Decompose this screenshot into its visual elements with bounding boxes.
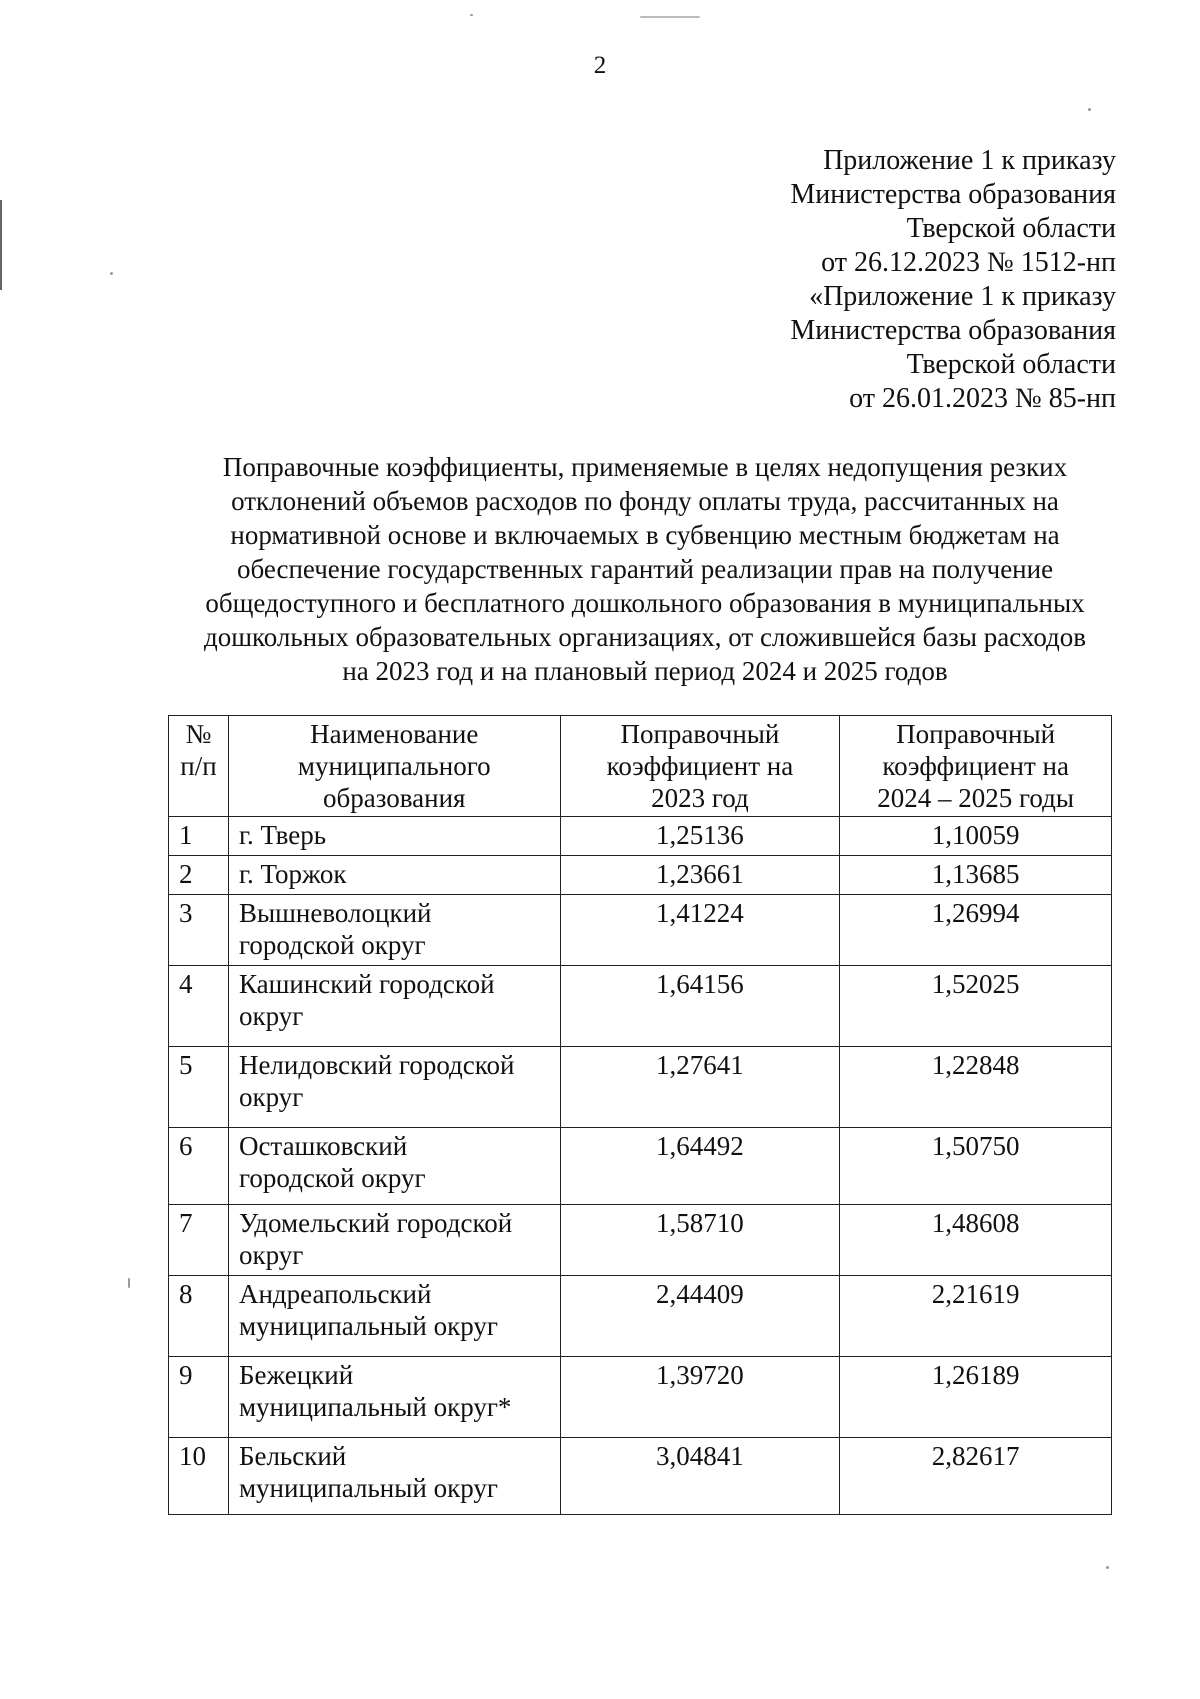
scan-speck [0, 200, 2, 290]
header-num-line: № [185, 719, 212, 749]
municipality-name-line: г. Торжок [238, 859, 347, 889]
table-row [169, 856, 1112, 895]
municipality-name-line: Бельский [238, 1441, 347, 1471]
coef-2024-2025-value: 1,48608 [840, 1205, 1112, 1276]
table-row [169, 895, 1112, 966]
table-row [169, 1205, 1112, 1276]
row-number: 4 [169, 966, 229, 1047]
municipality-name [228, 1128, 560, 1205]
table-row [169, 1438, 1112, 1515]
coef-2024-2025-value: 1,26189 [840, 1357, 1112, 1438]
page-number: 2 [593, 52, 607, 79]
coef-2024-2025-value: 1,22848 [840, 1047, 1112, 1128]
header-num [169, 716, 229, 817]
table-row [169, 1276, 1112, 1357]
appendix-header-line: Тверской области [906, 213, 1116, 244]
municipality-name-line: г. Тверь [238, 820, 327, 850]
coef-2023-value: 2,44409 [560, 1276, 840, 1357]
header-coef-2024-2025-line: 2024 – 2025 годы [877, 783, 1075, 813]
municipality-name [228, 1276, 560, 1357]
coef-2023-value: 1,64492 [560, 1128, 840, 1205]
document-title-line: общедоступного и бесплатного дошкольного образования в муниципальных [205, 588, 1085, 618]
coef-2024-2025-value: 1,26994 [840, 895, 1112, 966]
coef-2023-value: 1,27641 [560, 1047, 840, 1128]
municipality-name-line: Вышневолоцкий [238, 898, 432, 928]
appendix-header [790, 144, 1116, 416]
coef-2023-value: 3,04841 [560, 1438, 840, 1515]
header-coef-2024-2025 [840, 716, 1112, 817]
row-number: 2 [169, 856, 229, 895]
municipality-name [228, 895, 560, 966]
municipality-name [228, 1438, 560, 1515]
coef-2023-value: 1,25136 [560, 817, 840, 856]
municipality-name-line: муниципальный округ [238, 1311, 498, 1341]
municipality-name [228, 966, 560, 1047]
coef-2023-value: 1,64156 [560, 966, 840, 1047]
document-title-line: отклонений объемов расходов по фонду оплаты труда, рассчитанных на [231, 486, 1059, 516]
coef-2023-value: 1,41224 [560, 895, 840, 966]
municipality-name-line: муниципальный округ* [238, 1392, 512, 1422]
coef-2024-2025-value: 2,21619 [840, 1276, 1112, 1357]
municipality-name-line: Осташковский [238, 1131, 408, 1161]
coef-2023-value: 1,23661 [560, 856, 840, 895]
table-row [169, 1047, 1112, 1128]
coef-2023-value: 1,39720 [560, 1357, 840, 1438]
document-title-line: Поправочные коэффициенты, применяемые в целях недопущения резких [222, 452, 1068, 482]
municipality-name [228, 1205, 560, 1276]
municipality-name [228, 1047, 560, 1128]
coef-2024-2025-value: 1,52025 [840, 966, 1112, 1047]
municipality-name-line: округ [238, 1240, 304, 1270]
municipality-name-line: Андреапольский [238, 1279, 432, 1309]
row-number: 10 [169, 1438, 229, 1515]
header-num-line: п/п [180, 751, 217, 781]
row-number: 8 [169, 1276, 229, 1357]
appendix-header-line: «Приложение 1 к приказу [809, 281, 1116, 312]
header-coef-2023-line: 2023 год [651, 783, 749, 813]
header-name-line: муниципального [297, 751, 491, 781]
coefficients-table [168, 715, 1112, 1515]
scan-speck [1106, 1566, 1109, 1569]
table-row [169, 966, 1112, 1047]
municipality-name-line: Нелидовский городской [238, 1050, 515, 1080]
municipality-name-line: округ [238, 1082, 304, 1112]
municipality-name-line: округ [238, 1001, 304, 1031]
appendix-header-line: Приложение 1 к приказу [823, 145, 1116, 176]
scan-speck [128, 1278, 130, 1288]
municipality-name [228, 1357, 560, 1438]
municipality-name-line: Бежецкий [238, 1360, 354, 1390]
municipality-name [228, 817, 560, 856]
row-number: 6 [169, 1128, 229, 1205]
appendix-header-line: Министерства образования [790, 179, 1116, 210]
table-header-row [169, 716, 1112, 817]
scan-speck [110, 272, 113, 275]
row-number: 9 [169, 1357, 229, 1438]
municipality-name-line: Удомельский городской [238, 1208, 513, 1238]
coef-2023-value: 1,58710 [560, 1205, 840, 1276]
table-row [169, 1128, 1112, 1205]
table-row [169, 817, 1112, 856]
document-title-line: на 2023 год и на плановый период 2024 и 2025 годов [342, 656, 948, 686]
row-number: 7 [169, 1205, 229, 1276]
row-number: 5 [169, 1047, 229, 1128]
coef-2024-2025-value: 1,13685 [840, 856, 1112, 895]
scan-speck [1088, 108, 1091, 111]
municipality-name-line: городской округ [238, 930, 426, 960]
header-coef-2023-line: Поправочный [620, 719, 780, 749]
row-number: 1 [169, 817, 229, 856]
municipality-name [228, 856, 560, 895]
header-name [228, 716, 560, 817]
header-name-line: Наименование [310, 719, 479, 749]
coef-2024-2025-value: 1,50750 [840, 1128, 1112, 1205]
document-title [140, 450, 1150, 688]
scan-speck [470, 14, 473, 16]
scan-speck [640, 16, 700, 18]
coef-2024-2025-value: 2,82617 [840, 1438, 1112, 1515]
document-title-line: обеспечение государственных гарантий реализации прав на получение [236, 554, 1054, 584]
document-title-line: нормативной основе и включаемых в субвенцию местным бюджетам на [230, 520, 1060, 550]
header-coef-2024-2025-line: Поправочный [896, 719, 1056, 749]
municipality-name-line: муниципальный округ [238, 1473, 498, 1503]
header-coef-2023 [560, 716, 840, 817]
appendix-header-line: Министерства образования [790, 315, 1116, 346]
header-coef-2023-line: коэффициент на [606, 751, 794, 781]
table-row [169, 1357, 1112, 1438]
document-title-line: дошкольных образовательных организациях, от сложившейся базы расходов [203, 622, 1087, 652]
coef-2024-2025-value: 1,10059 [840, 817, 1112, 856]
municipality-name-line: городской округ [238, 1163, 426, 1193]
header-name-line: образования [323, 783, 466, 813]
appendix-header-line: от 26.01.2023 № 85-нп [849, 383, 1116, 414]
header-coef-2024-2025-line: коэффициент на [882, 751, 1069, 781]
municipality-name-line: Кашинский городской [238, 969, 495, 999]
row-number: 3 [169, 895, 229, 966]
appendix-header-line: от 26.12.2023 № 1512-нп [821, 247, 1116, 278]
appendix-header-line: Тверской области [906, 349, 1116, 380]
